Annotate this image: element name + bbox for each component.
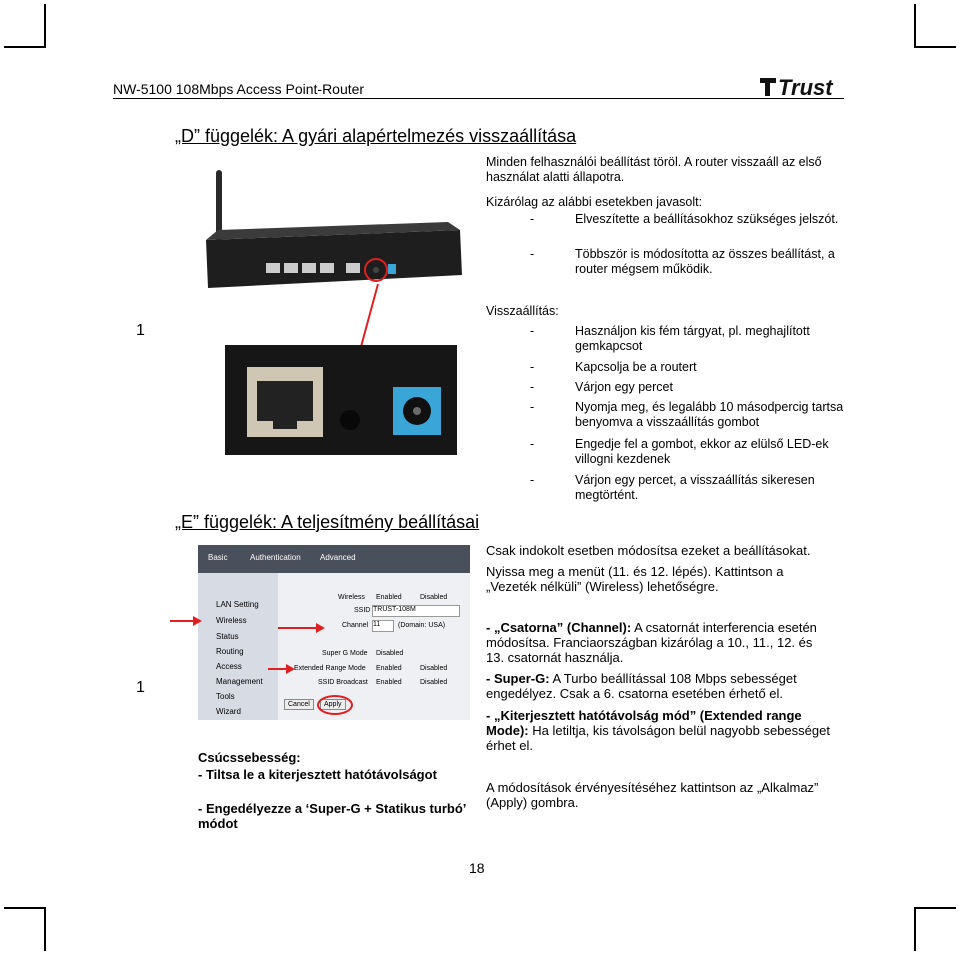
channel-label: Channel bbox=[342, 622, 369, 629]
crop-mark bbox=[4, 46, 46, 48]
peak-item: - Tiltsa le a kiterjesztett hatótávolságot bbox=[198, 767, 437, 782]
step-text: Engedje fel a gombot, ekkor az elülső LED-ek villogni kezdenek bbox=[575, 437, 829, 466]
reset-label: Visszaállítás: bbox=[486, 304, 559, 318]
row-number: 1 bbox=[136, 679, 145, 696]
apply-note: A módosítások érvényesítéséhez kattintson az „Alkalmaz” (Apply) gombra. bbox=[486, 780, 819, 810]
crop-mark bbox=[44, 4, 46, 48]
crop-mark bbox=[914, 907, 916, 951]
step-text: Nyomja meg, és legalább 10 másodpercig tartsa benyomva a visszaállítás gombot bbox=[575, 400, 844, 429]
section-e-intro2: Nyissa meg a menüt (11. és 12. lépés). Kattintson a „Vezeték nélküli” (Wireless) lehetőségre. bbox=[486, 564, 784, 594]
case-text: Többször is módosította az összes beállítást, a router mégsem működik. bbox=[575, 247, 835, 276]
wireless-disabled-radio[interactable]: Disabled bbox=[420, 594, 448, 601]
step-text: Kapcsolja be a routert bbox=[575, 360, 697, 374]
channel-note: - „Csatorna” (Channel): A csatornát interferencia esetén módosítsa. Franciaországban kizárólag a 10., 11., 12. és 13. csatornát használja. bbox=[486, 620, 817, 665]
apply-button[interactable]: Apply bbox=[320, 699, 346, 710]
menu-access[interactable]: Access bbox=[216, 662, 242, 671]
menu-tools[interactable]: Tools bbox=[216, 692, 235, 701]
crop-mark bbox=[914, 907, 956, 909]
super-g-select[interactable]: Disabled bbox=[376, 650, 404, 657]
menu-wizard[interactable]: Wizard bbox=[216, 707, 241, 716]
peak-title: Csúcssebesség: bbox=[198, 750, 301, 765]
ssid-broadcast-enabled-radio[interactable]: Enabled bbox=[376, 679, 402, 686]
super-g-label: Super G Mode bbox=[322, 650, 368, 657]
crop-mark bbox=[4, 907, 46, 909]
section-d-intro: Minden felhasználói beállítást töröl. A router visszaáll az első használat alatti állapotra. bbox=[486, 155, 822, 184]
ssid-label: SSID bbox=[354, 607, 371, 614]
step-text: Várjon egy percet bbox=[575, 380, 673, 394]
ssid-input[interactable]: TRUST-108M bbox=[372, 605, 460, 617]
menu-routing[interactable]: Routing bbox=[216, 647, 244, 656]
domain-text: (Domain: USA) bbox=[398, 622, 446, 629]
page-number: 18 bbox=[469, 860, 485, 876]
apply-highlight-circle bbox=[317, 695, 353, 715]
tab-basic[interactable]: Basic bbox=[208, 553, 228, 562]
crop-mark bbox=[914, 46, 956, 48]
ext-range-label: Extended Range Mode bbox=[294, 665, 366, 672]
tab-authentication[interactable]: Authentication bbox=[250, 553, 301, 562]
tab-bar bbox=[198, 545, 470, 573]
red-arrows bbox=[168, 605, 371, 685]
ssid-broadcast-disabled-radio[interactable]: Disabled bbox=[420, 679, 448, 686]
section-d-title: „D” függelék: A gyári alapértelmezés visszaállítása bbox=[175, 126, 577, 146]
cancel-button[interactable]: Cancel bbox=[284, 699, 314, 710]
channel-select[interactable]: 11 bbox=[372, 620, 394, 632]
header-rule bbox=[113, 98, 844, 99]
header-title: NW-5100 108Mbps Access Point-Router bbox=[113, 81, 365, 97]
ext-range-note: - „Kiterjesztett hatótávolság mód” (Extended range Mode): Ha letiltja, kis távolságon belül nagyobb sebességet érhet el. bbox=[486, 708, 830, 753]
section-e-title: „E” függelék: A teljesítmény beállításai bbox=[175, 512, 480, 532]
menu-status[interactable]: Status bbox=[216, 632, 239, 641]
tab-advanced[interactable]: Advanced bbox=[320, 553, 356, 562]
superg-note: - Super-G: A Turbo beállítással 108 Mbps sebességet engedélyez. Csak a 6. csatorna esetében érhető el. bbox=[486, 671, 797, 701]
ssid-broadcast-label: SSID Broadcast bbox=[318, 679, 368, 686]
svg-text:Trust: Trust bbox=[778, 75, 833, 98]
peak-item: - Engedélyezze a ‘Super-G + Statikus turbó’ módot bbox=[198, 801, 466, 831]
menu-lan[interactable]: LAN Setting bbox=[216, 600, 259, 609]
wireless-label: Wireless bbox=[338, 594, 365, 601]
reset-port-photo bbox=[225, 345, 457, 455]
ext-range-disabled-radio[interactable]: Disabled bbox=[420, 665, 448, 672]
wireless-enabled-radio[interactable]: Enabled bbox=[376, 594, 402, 601]
ext-range-enabled-radio[interactable]: Enabled bbox=[376, 665, 402, 672]
row-number: 1 bbox=[136, 322, 145, 339]
crop-mark bbox=[914, 4, 916, 48]
router-back-photo bbox=[198, 160, 470, 295]
trust-logo bbox=[760, 74, 844, 98]
case-text: Elveszítette a beállításokhoz szükséges jelszót. bbox=[575, 212, 839, 226]
crop-mark bbox=[44, 907, 46, 951]
section-e-intro1: Csak indokolt esetben módosítsa ezeket a beállításokat. bbox=[486, 543, 811, 558]
section-d-only-when: Kizárólag az alábbi esetekben javasolt: bbox=[486, 195, 703, 209]
menu-wireless[interactable]: Wireless bbox=[216, 616, 247, 625]
menu-management[interactable]: Management bbox=[216, 677, 263, 686]
step-text: Használjon kis fém tárgyat, pl. meghajlított gemkapcsot bbox=[575, 324, 810, 353]
step-text: Várjon egy percet, a visszaállítás sikeresen megtörtént. bbox=[575, 473, 815, 502]
